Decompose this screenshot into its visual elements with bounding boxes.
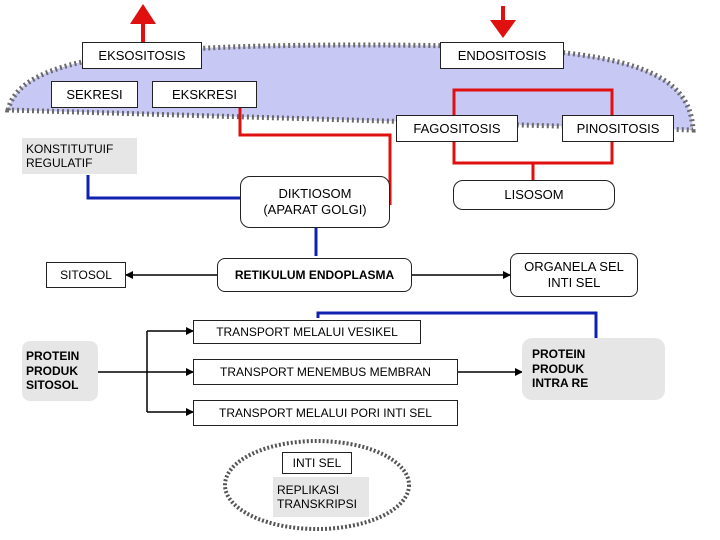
transport-vesikel-box: TRANSPORT MELALUI VESIKEL: [193, 320, 421, 344]
eksositosis-box: EKSOSITOSIS: [82, 42, 202, 69]
organela-inti-sel-box: ORGANELA SEL INTI SEL: [510, 253, 638, 297]
protein-produk-intra-re-box: PROTEIN PRODUK INTRA RE: [522, 338, 665, 400]
retikulum-endoplasma-box: RETIKULUM ENDOPLASMA: [217, 258, 412, 292]
sekresi-box: SEKRESI: [51, 81, 138, 108]
pinositosis-box: PINOSITOSIS: [562, 115, 674, 142]
lisosom-box: LISOSOM: [453, 180, 615, 210]
inti-sel-box: INTI SEL: [282, 452, 352, 474]
transport-pori-box: TRANSPORT MELALUI PORI INTI SEL: [193, 400, 458, 426]
protein-produk-sitosol-box: PROTEIN PRODUK SITOSOL: [22, 341, 98, 401]
konstitutuif-regulatif-box: KONSTITUTUIF REGULATIF: [22, 138, 137, 174]
transport-membran-box: TRANSPORT MENEMBUS MEMBRAN: [193, 359, 458, 385]
fagositosis-box: FAGOSITOSIS: [396, 115, 518, 142]
replikasi-transkripsi-box: REPLIKASI TRANSKRIPSI: [273, 477, 369, 517]
diktiosom-box: DIKTIOSOM (APARAT GOLGI): [240, 176, 390, 228]
sitosol-box: SITOSOL: [46, 262, 126, 288]
endositosis-down-arrow: [490, 6, 516, 38]
ekskresi-box: EKSKRESI: [152, 81, 257, 108]
eksositosis-up-arrow: [130, 4, 156, 42]
endositosis-box: ENDOSITOSIS: [440, 42, 564, 69]
